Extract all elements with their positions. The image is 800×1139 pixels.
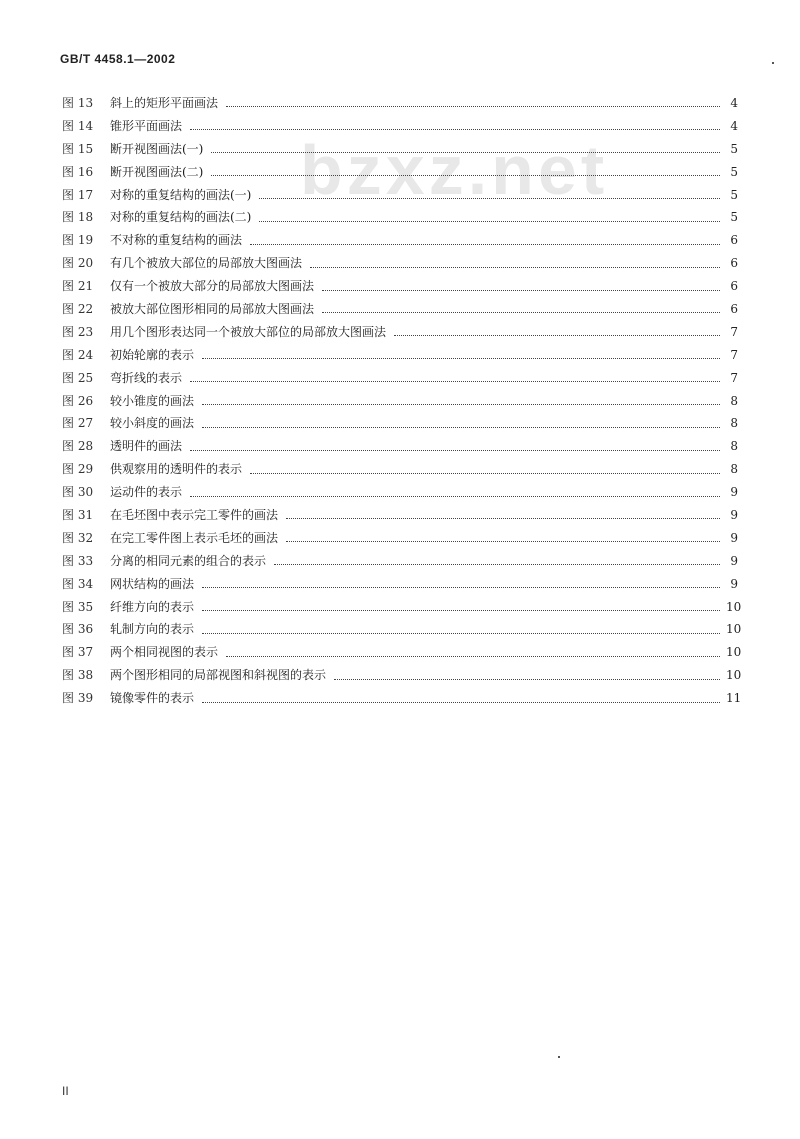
toc-entry bbox=[62, 664, 742, 687]
figure-title: 断开视图画法(一) bbox=[110, 141, 204, 156]
figure-number: 图 39 bbox=[62, 691, 94, 706]
toc-entry bbox=[62, 481, 738, 504]
toc-entry bbox=[62, 596, 742, 619]
figure-title: 两个相同视图的表示 bbox=[110, 645, 219, 660]
figure-title: 网状结构的画法 bbox=[110, 576, 195, 591]
figure-number: 图 38 bbox=[62, 668, 94, 683]
toc-entry bbox=[62, 367, 738, 390]
toc-entry bbox=[62, 527, 738, 550]
figure-title: 有几个被放大部位的局部放大图画法 bbox=[110, 256, 303, 271]
dot-leader bbox=[274, 563, 720, 565]
page-number: 9 bbox=[730, 553, 738, 568]
standard-code-header: GB/T 4458.1—2002 bbox=[60, 52, 176, 66]
page-number: 8 bbox=[730, 462, 738, 477]
figure-title: 斜上的矩形平面画法 bbox=[110, 96, 219, 110]
figure-title: 在完工零件图上表示毛坯的画法 bbox=[110, 530, 279, 545]
toc-entry bbox=[62, 344, 738, 367]
dot-leader bbox=[202, 609, 720, 611]
figure-number: 图 25 bbox=[62, 370, 94, 385]
page-number: 5 bbox=[730, 187, 738, 202]
figure-title: 运动件的表示 bbox=[110, 485, 183, 500]
toc-entry bbox=[62, 618, 742, 641]
figure-title: 两个图形相同的局部视图和斜视图的表示 bbox=[110, 668, 327, 683]
dot-leader bbox=[259, 197, 720, 199]
figure-number: 图 35 bbox=[62, 599, 94, 614]
page-number: 10 bbox=[726, 645, 742, 660]
watermark: bzxz.net bbox=[300, 131, 609, 209]
dot-leader bbox=[250, 472, 720, 474]
figure-title: 透明件的画法 bbox=[110, 439, 183, 454]
toc-entry bbox=[62, 390, 738, 413]
page-number: 8 bbox=[730, 439, 738, 454]
dot-leader bbox=[322, 311, 720, 313]
dot-leader bbox=[211, 174, 720, 176]
dot-leader bbox=[202, 586, 720, 588]
dot-leader bbox=[394, 334, 720, 336]
figure-number: 图 15 bbox=[62, 141, 94, 156]
page-number: 6 bbox=[730, 256, 738, 271]
figure-number: 图 20 bbox=[62, 256, 94, 271]
figure-title: 供观察用的透明件的表示 bbox=[110, 462, 243, 477]
page-number: 7 bbox=[730, 324, 738, 339]
figure-title: 在毛坯图中表示完工零件的画法 bbox=[110, 508, 279, 523]
dot-leader bbox=[322, 289, 720, 291]
dot-leader bbox=[286, 517, 720, 519]
figure-number: 图 30 bbox=[62, 485, 94, 500]
figure-number: 图 18 bbox=[62, 210, 94, 225]
page-number: 8 bbox=[730, 393, 738, 408]
figure-title: 被放大部位图形相同的局部放大图画法 bbox=[110, 302, 315, 317]
dot-leader bbox=[202, 357, 720, 359]
page-number: 11 bbox=[726, 691, 742, 706]
toc-entry bbox=[62, 687, 742, 710]
figure-title: 锥形平面画法 bbox=[110, 118, 183, 133]
page-number: 9 bbox=[730, 485, 738, 500]
figure-number: 图 26 bbox=[62, 393, 94, 408]
toc-entry bbox=[62, 504, 738, 527]
figure-title: 较小斜度的画法 bbox=[110, 416, 195, 431]
figure-title: 纤维方向的表示 bbox=[110, 599, 195, 614]
figure-number: 图 13 bbox=[62, 96, 94, 110]
figure-number: 图 14 bbox=[62, 118, 94, 133]
table-of-contents bbox=[62, 92, 742, 710]
figure-title: 弯折线的表示 bbox=[110, 370, 183, 385]
dot-leader bbox=[310, 266, 720, 268]
figure-title: 不对称的重复结构的画法 bbox=[110, 233, 243, 248]
toc-entry bbox=[62, 573, 738, 596]
figure-number: 图 23 bbox=[62, 324, 94, 339]
toc-entry bbox=[62, 412, 738, 435]
page-number: 4 bbox=[730, 118, 738, 133]
figure-number: 图 29 bbox=[62, 462, 94, 477]
dot-leader bbox=[190, 128, 720, 130]
scan-speck bbox=[772, 62, 774, 64]
dot-leader bbox=[226, 105, 720, 107]
toc-entry bbox=[62, 321, 738, 344]
figure-number: 图 28 bbox=[62, 439, 94, 454]
toc-entry bbox=[62, 435, 738, 458]
toc-entry bbox=[62, 298, 738, 321]
dot-leader bbox=[202, 403, 720, 405]
figure-number: 图 24 bbox=[62, 347, 94, 362]
page-number: 4 bbox=[730, 96, 738, 110]
figure-title: 仅有一个被放大部分的局部放大图画法 bbox=[110, 279, 315, 294]
figure-number: 图 34 bbox=[62, 576, 94, 591]
dot-leader bbox=[202, 632, 720, 634]
figure-title: 较小锥度的画法 bbox=[110, 393, 195, 408]
toc-entry bbox=[62, 161, 738, 184]
page-number: 6 bbox=[730, 279, 738, 294]
toc-entry bbox=[62, 641, 742, 664]
page-number: 10 bbox=[726, 668, 742, 683]
figure-title: 镜像零件的表示 bbox=[110, 691, 195, 706]
page-number: 5 bbox=[730, 141, 738, 156]
toc-entry bbox=[62, 550, 738, 573]
dot-leader bbox=[259, 220, 720, 222]
figure-number: 图 21 bbox=[62, 279, 94, 294]
page-number: 10 bbox=[726, 622, 742, 637]
figure-number: 图 19 bbox=[62, 233, 94, 248]
toc-entry bbox=[62, 92, 738, 115]
dot-leader bbox=[211, 151, 720, 153]
dot-leader bbox=[226, 655, 720, 657]
figure-title: 初始轮廓的表示 bbox=[110, 347, 195, 362]
figure-title: 轧制方向的表示 bbox=[110, 622, 195, 637]
dot-leader bbox=[202, 701, 720, 703]
toc-entry bbox=[62, 458, 738, 481]
dot-leader bbox=[334, 678, 720, 680]
toc-entry bbox=[62, 206, 738, 229]
figure-number: 图 22 bbox=[62, 302, 94, 317]
dot-leader bbox=[286, 540, 720, 542]
page-number: 9 bbox=[730, 576, 738, 591]
page-number: 7 bbox=[730, 347, 738, 362]
page-number: 10 bbox=[726, 599, 742, 614]
figure-title: 分离的相同元素的组合的表示 bbox=[110, 553, 267, 568]
page-number: 5 bbox=[730, 210, 738, 225]
figure-number: 图 37 bbox=[62, 645, 94, 660]
toc-entry bbox=[62, 184, 738, 207]
page-number: 7 bbox=[730, 370, 738, 385]
dot-leader bbox=[190, 495, 720, 497]
dot-leader bbox=[250, 243, 720, 245]
figure-title: 断开视图画法(二) bbox=[110, 164, 204, 179]
toc-entry bbox=[62, 138, 738, 161]
page-number-footer: II bbox=[62, 1084, 69, 1098]
figure-title: 对称的重复结构的画法(一) bbox=[110, 187, 252, 202]
figure-number: 图 36 bbox=[62, 622, 94, 637]
toc-entry bbox=[62, 252, 738, 275]
page-number: 6 bbox=[730, 302, 738, 317]
page-number: 9 bbox=[730, 530, 738, 545]
page-number: 9 bbox=[730, 508, 738, 523]
dot-leader bbox=[202, 426, 720, 428]
dot-leader bbox=[190, 449, 720, 451]
scan-speck bbox=[558, 1056, 560, 1058]
dot-leader bbox=[190, 380, 720, 382]
figure-number: 图 27 bbox=[62, 416, 94, 431]
toc-entry bbox=[62, 115, 738, 138]
toc-entry bbox=[62, 275, 738, 298]
figure-number: 图 33 bbox=[62, 553, 94, 568]
figure-number: 图 16 bbox=[62, 164, 94, 179]
figure-number: 图 32 bbox=[62, 530, 94, 545]
page-number: 5 bbox=[730, 164, 738, 179]
page-number: 8 bbox=[730, 416, 738, 431]
toc-entry bbox=[62, 229, 738, 252]
figure-number: 图 31 bbox=[62, 508, 94, 523]
figure-title: 用几个图形表达同一个被放大部位的局部放大图画法 bbox=[110, 324, 387, 339]
figure-number: 图 17 bbox=[62, 187, 94, 202]
figure-title: 对称的重复结构的画法(二) bbox=[110, 210, 252, 225]
page-number: 6 bbox=[730, 233, 738, 248]
